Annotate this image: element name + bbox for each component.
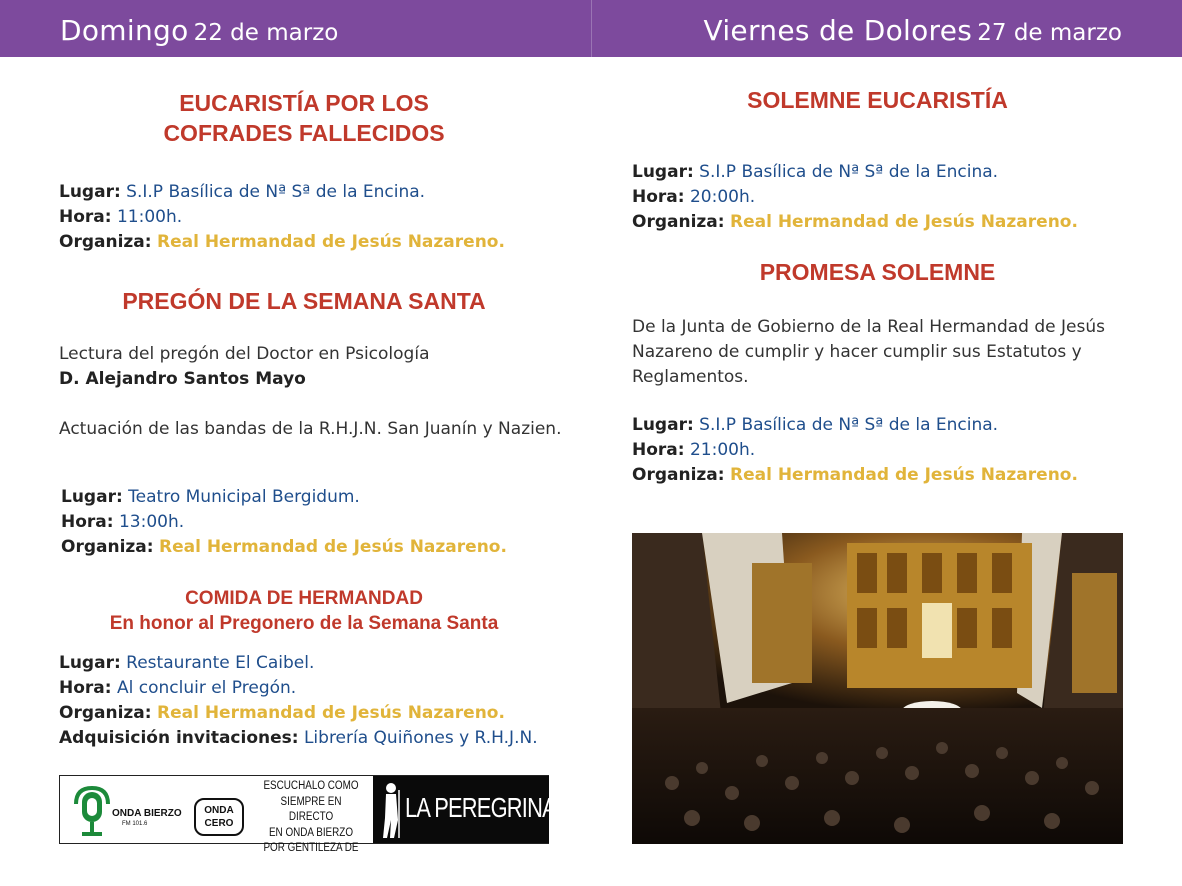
speaker-name: D. Alejandro Santos Mayo xyxy=(59,369,306,389)
onda-bierzo-logo-icon xyxy=(70,782,114,840)
event-invitaciones: Adquisición invitaciones: Librería Quiñones y R.H.J.N. xyxy=(59,728,538,748)
event-lugar: Lugar: Teatro Municipal Bergidum. xyxy=(61,487,360,507)
header-bar xyxy=(0,0,1182,57)
event-lugar: Lugar: S.I.P Basílica de Nª Sª de la Encina. xyxy=(632,415,999,435)
event-lugar: Lugar: S.I.P Basílica de Nª Sª de la Encina. xyxy=(59,182,426,202)
event-description: Actuación de las bandas de la R.H.J.N. San Juanín y Nazien. xyxy=(59,419,562,439)
church-interior-photo xyxy=(632,533,1123,844)
la-peregrina-logo xyxy=(373,776,556,843)
event-hora: Hora: Al concluir el Pregón. xyxy=(59,678,297,698)
event-subtitle: En honor al Pregonero de la Semana Santa xyxy=(109,613,499,634)
event-organiza: Organiza: Real Hermandad de Jesús Nazareno. xyxy=(59,232,505,252)
event-title: SOLEMNE EUCARISTÍA xyxy=(747,87,1008,113)
pilgrim-figure-icon xyxy=(379,780,401,840)
event-title: PREGÓN DE LA SEMANA SANTA xyxy=(122,288,486,314)
event-organiza: Organiza: Real Hermandad de Jesús Nazareno. xyxy=(61,537,507,557)
event-description: De la Junta de Gobierno de la Real Hermandad de Jesús Nazareno de cumplir y hacer cumplir sus Estatutos y Reglamentos. xyxy=(632,317,1105,387)
sponsor-banner xyxy=(59,775,556,854)
event-lugar: Lugar: Restaurante El Caibel. xyxy=(59,653,315,673)
onda-bierzo-fm: FM 101.6 xyxy=(122,821,148,827)
la-peregrina-text: LA PEREGRINA xyxy=(405,792,556,823)
event-organiza: Organiza: Real Hermandad de Jesús Nazareno. xyxy=(59,703,505,723)
event-description: Lectura del pregón del Doctor en Psicología xyxy=(59,344,430,364)
header-right-date: Viernes de Dolores 27 de marzo xyxy=(703,14,1122,47)
event-lugar: Lugar: S.I.P Basílica de Nª Sª de la Encina. xyxy=(632,162,999,182)
event-title: COMIDA DE HERMANDAD xyxy=(185,588,423,609)
event-title: EUCARISTÍA POR LOS COFRADES FALLECIDOS xyxy=(163,90,445,146)
event-hora: Hora: 21:00h. xyxy=(632,440,756,460)
event-hora: Hora: 20:00h. xyxy=(632,187,756,207)
church-interior-image xyxy=(632,533,1123,844)
event-hora: Hora: 11:00h. xyxy=(59,207,183,227)
header-left-date: Domingo 22 de marzo xyxy=(60,14,339,47)
onda-cero-logo-icon: ONDA CERO xyxy=(194,798,244,836)
banner-text: ESCUCHALO COMO SIEMPRE EN DIRECTO EN ONDA BIERZO POR GENTILEZA DE xyxy=(263,780,359,854)
event-title: PROMESA SOLEMNE xyxy=(759,259,996,285)
onda-bierzo-label: ONDA BIERZO xyxy=(112,808,182,819)
header-divider xyxy=(591,0,592,57)
event-organiza: Organiza: Real Hermandad de Jesús Nazareno. xyxy=(632,212,1078,232)
event-organiza: Organiza: Real Hermandad de Jesús Nazareno. xyxy=(632,465,1078,485)
event-hora: Hora: 13:00h. xyxy=(61,512,185,532)
